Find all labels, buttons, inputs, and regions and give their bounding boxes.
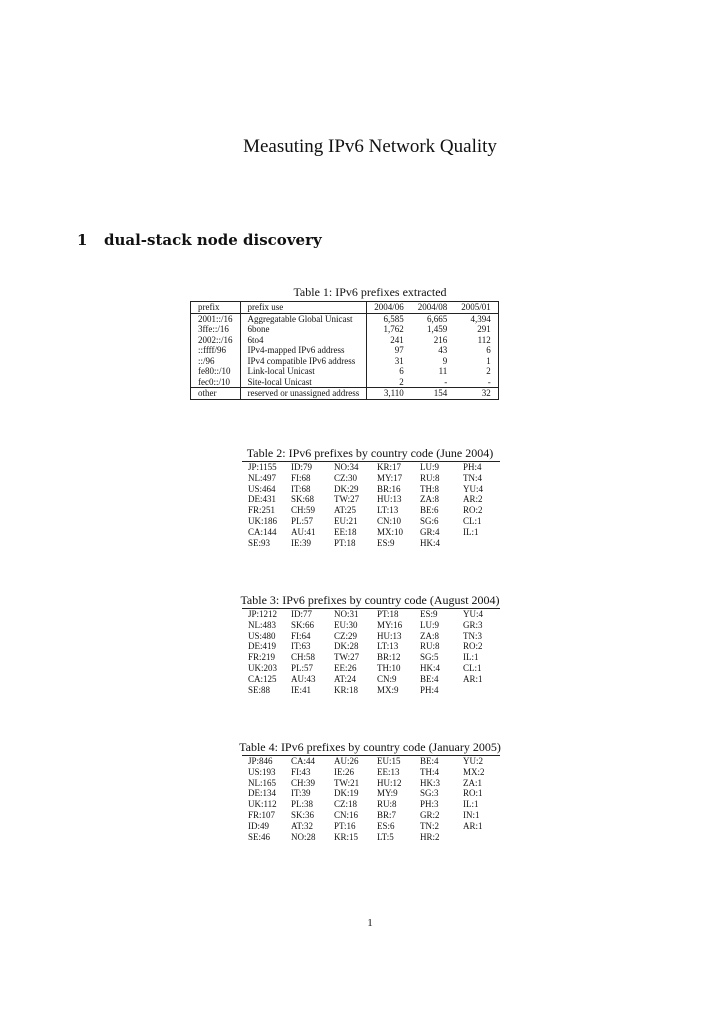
table-cell: GR:3: [463, 619, 483, 630]
table-cell: AR:1: [463, 673, 483, 684]
table-cell: IE:41: [291, 684, 311, 695]
table-cell: US:480: [248, 630, 276, 641]
table-cell: IE:39: [291, 537, 311, 548]
table-cell: Aggregatable Global Unicast: [240, 313, 367, 324]
table2: [242, 461, 500, 548]
table-cell: PL:57: [291, 515, 314, 526]
table-cell: US:193: [248, 766, 276, 777]
table-cell: AR:2: [463, 494, 483, 505]
table-row: [242, 609, 500, 620]
table-cell: IPv4-mapped IPv6 address: [240, 345, 367, 356]
table-cell: 2: [486, 366, 491, 376]
table-cell: ES:9: [420, 609, 438, 619]
table-cell: IT:39: [291, 788, 311, 799]
table-row: [242, 505, 500, 516]
table-cell: PL:57: [291, 662, 314, 673]
table-cell: RO:1: [463, 788, 483, 799]
table-cell: PT:16: [334, 820, 356, 831]
table-cell: 4,394: [470, 313, 491, 324]
table-cell: IL:1: [463, 526, 479, 537]
table-cell: CL:1: [463, 662, 482, 673]
table-cell: JP:1155: [248, 462, 277, 472]
table-cell: EE:26: [334, 662, 357, 673]
table-cell: TH:10: [377, 662, 401, 673]
table1-header: 2004/08: [411, 302, 455, 314]
table-row: [191, 388, 499, 400]
table-row: [191, 377, 499, 388]
table-cell: 6to4: [240, 335, 367, 346]
table-cell: 6: [399, 366, 404, 376]
table-cell: PH:4: [463, 462, 482, 472]
table-cell: YU:2: [463, 756, 483, 766]
table-cell: LT:5: [377, 831, 394, 842]
table1-header: 2005/01: [454, 302, 498, 314]
table-cell: SE:46: [248, 831, 271, 842]
table-cell: MX:10: [377, 526, 404, 537]
table-cell: ES:9: [377, 537, 395, 548]
table-cell: RU:8: [420, 641, 440, 652]
table-cell: DE:419: [248, 641, 276, 652]
table-row: [242, 484, 500, 495]
table-cell: 154: [411, 388, 455, 400]
table-cell: FI:43: [291, 766, 311, 777]
table-cell: ::ffff/96: [191, 345, 241, 356]
table-cell: -: [487, 376, 491, 387]
table-cell: JP:846: [248, 756, 273, 766]
table-cell: LT:13: [377, 505, 399, 516]
table-cell: HK:4: [420, 537, 440, 548]
table-row: [242, 473, 500, 484]
table-cell: HK:4: [420, 662, 440, 673]
table-cell: AU:26: [334, 756, 359, 766]
table-cell: DK:28: [334, 641, 359, 652]
table-cell: UK:203: [248, 662, 277, 673]
table-cell: SE:93: [248, 537, 271, 548]
table-cell: EE:18: [334, 526, 357, 537]
table-cell: PL:38: [291, 799, 314, 810]
table-cell: PT:18: [377, 609, 399, 619]
table-cell: HU:12: [377, 777, 402, 788]
table-cell: CZ:18: [334, 799, 358, 810]
table-cell: 6: [486, 345, 491, 355]
table-cell: TH:8: [420, 483, 439, 494]
table-cell: MY:17: [377, 472, 403, 483]
table-cell: GR:4: [420, 526, 440, 537]
section-number: 1: [77, 231, 88, 249]
table-cell: 97: [394, 345, 404, 355]
table-cell: 11: [438, 366, 448, 376]
table-cell: HU:13: [377, 630, 402, 641]
table-cell: SK:66: [291, 619, 315, 630]
table-cell: ID:79: [291, 462, 312, 472]
table-cell: ID:77: [291, 609, 312, 619]
table-cell: fec0::/10: [191, 377, 241, 388]
table-row: [242, 799, 500, 810]
table1-caption: Table 1: IPv6 prefixes extracted: [293, 285, 447, 299]
table-cell: NO:34: [334, 462, 359, 472]
table-cell: 241: [390, 334, 404, 345]
table-cell: 2001::/16: [191, 313, 241, 324]
table-cell: CH:39: [291, 777, 316, 788]
table-cell: ZA:1: [463, 777, 482, 788]
table-cell: TN:4: [463, 472, 482, 483]
table1-header-row: [191, 302, 499, 314]
table-cell: DK:29: [334, 483, 359, 494]
table-row: [242, 641, 500, 652]
table-cell: reserved or unassigned address: [240, 388, 367, 400]
table-cell: BR:7: [377, 809, 397, 820]
table1-header: prefix use: [240, 302, 367, 314]
table-cell: BE:6: [420, 505, 439, 516]
table-row: [242, 788, 500, 799]
table-cell: YU:4: [463, 609, 483, 619]
table-cell: AT:25: [334, 505, 357, 516]
table-row: [242, 516, 500, 527]
table-cell: CZ:30: [334, 472, 358, 483]
table-cell: [457, 832, 500, 843]
table-cell: 3ffe::/16: [191, 324, 241, 335]
table-cell: SG:6: [420, 515, 439, 526]
table-row: [242, 494, 500, 505]
table-cell: RO:2: [463, 641, 483, 652]
table-cell: PH:3: [420, 799, 439, 810]
table4: [242, 755, 500, 842]
table-cell: 6bone: [240, 324, 367, 335]
table-cell: NO:28: [291, 831, 316, 842]
table-row: [242, 756, 500, 767]
table-row: [242, 674, 500, 685]
table-row: [242, 462, 500, 473]
table-cell: FR:251: [248, 505, 276, 516]
table-cell: TW:27: [334, 652, 360, 663]
table-row: [191, 335, 499, 346]
table-cell: 2002::/16: [191, 335, 241, 346]
table-cell: TH:4: [420, 766, 439, 777]
table-cell: SG:3: [420, 788, 439, 799]
table-cell: 32: [454, 388, 498, 400]
table-cell: BE:4: [420, 673, 439, 684]
table-cell: SG:5: [420, 652, 439, 663]
table4-caption: Table 4: IPv6 prefixes by country code (January 2005): [239, 740, 501, 754]
table-cell: NO:31: [334, 609, 359, 619]
table-cell: MY:9: [377, 788, 398, 799]
table-row: [242, 685, 500, 696]
table-cell: FI:64: [291, 630, 311, 641]
table-cell: 6,665: [427, 313, 448, 324]
table-cell: FI:68: [291, 472, 311, 483]
table2-caption: Table 2: IPv6 prefixes by country code (June 2004): [246, 446, 494, 460]
table-row: [242, 620, 500, 631]
table-cell: -: [444, 376, 448, 387]
table-cell: MX:9: [377, 684, 399, 695]
table-row: [191, 366, 499, 377]
table-cell: SK:68: [291, 494, 315, 505]
table-cell: AU:41: [291, 526, 316, 537]
table-cell: CL:1: [463, 515, 482, 526]
table-row: [242, 832, 500, 843]
table-row: [242, 778, 500, 789]
table-cell: GR:2: [420, 809, 440, 820]
table-cell: CN:10: [377, 515, 402, 526]
table-cell: DK:19: [334, 788, 359, 799]
table-row: [242, 821, 500, 832]
table-cell: 1,762: [383, 324, 404, 334]
table3-caption: Table 3: IPv6 prefixes by country code (August 2004): [240, 593, 500, 607]
table-cell: AR:1: [463, 820, 483, 831]
table-cell: NL:165: [248, 777, 276, 788]
table-cell: EU:21: [334, 515, 358, 526]
table-cell: IPv4 compatible IPv6 address: [240, 356, 367, 367]
table-cell: IT:68: [291, 483, 311, 494]
table-cell: HK:3: [420, 777, 440, 788]
table-cell: 31: [394, 355, 404, 366]
table-cell: IT:63: [291, 641, 311, 652]
table-cell: 112: [477, 334, 491, 345]
table-cell: IL:1: [463, 799, 479, 810]
table-cell: RU:8: [377, 799, 397, 810]
table-cell: UK:186: [248, 515, 277, 526]
table-cell: NL:497: [248, 472, 276, 483]
table-cell: [457, 538, 500, 549]
table-row: [242, 663, 500, 674]
section-heading: [77, 231, 322, 249]
table-cell: TN:2: [420, 820, 439, 831]
table-cell: PT:18: [334, 537, 356, 548]
table1-header: prefix: [191, 302, 241, 314]
table-cell: US:464: [248, 483, 276, 494]
table-cell: 9: [442, 355, 448, 366]
table-cell: 291: [477, 324, 491, 334]
table-row: [242, 538, 500, 549]
table-cell: PH:4: [420, 684, 439, 695]
table-cell: BR:16: [377, 483, 401, 494]
table-cell: CA:144: [248, 526, 277, 537]
table-cell: AU:43: [291, 673, 316, 684]
table-cell: HU:13: [377, 494, 402, 505]
table-cell: FR:107: [248, 809, 276, 820]
table-cell: 216: [433, 334, 448, 345]
table-row: [242, 767, 500, 778]
table-cell: TW:21: [334, 777, 360, 788]
table-cell: [457, 685, 500, 696]
table1: [190, 301, 499, 400]
table-cell: RU:8: [420, 472, 440, 483]
table-cell: JP:1212: [248, 609, 278, 619]
table-row: [242, 652, 500, 663]
table-row: [191, 356, 499, 367]
table-cell: Site-local Unicast: [240, 377, 367, 388]
table-cell: LU:9: [420, 619, 439, 630]
table-cell: LT:13: [377, 641, 399, 652]
table-row: [191, 324, 499, 335]
table-row: [242, 810, 500, 821]
table-cell: 3,110: [367, 388, 411, 400]
table-cell: ZA:8: [420, 494, 439, 505]
table-row: [191, 313, 499, 324]
table-cell: 1,459: [427, 324, 448, 334]
table-cell: Link-local Unicast: [240, 366, 367, 377]
table-cell: KR:18: [334, 684, 359, 695]
table-cell: fe80::/10: [191, 366, 241, 377]
table-cell: CA:125: [248, 673, 277, 684]
paper-title: Measuting IPv6 Network Quality: [243, 136, 497, 157]
table-cell: 2: [399, 376, 404, 387]
table-cell: CN:9: [377, 673, 397, 684]
table-cell: ::/96: [191, 356, 241, 367]
table3: [242, 608, 500, 695]
table-row: [242, 527, 500, 538]
table-cell: UK:112: [248, 799, 277, 810]
table-cell: CH:58: [291, 652, 316, 663]
table-cell: NL:483: [248, 619, 276, 630]
table-cell: SE:88: [248, 684, 271, 695]
table-cell: DE:134: [248, 788, 276, 799]
table-cell: DE:431: [248, 494, 276, 505]
table-cell: CH:59: [291, 505, 316, 516]
table1-header: 2004/06: [367, 302, 411, 314]
table-cell: KR:17: [377, 462, 402, 472]
table-cell: 43: [438, 345, 448, 355]
table-cell: CA:44: [291, 756, 316, 766]
table-cell: IE:26: [334, 766, 354, 777]
table-cell: HR:2: [420, 831, 440, 842]
table-cell: TW:27: [334, 494, 360, 505]
table-cell: other: [191, 388, 241, 400]
table-cell: FR:219: [248, 652, 276, 663]
table-cell: IL:1: [463, 652, 479, 663]
table-cell: CZ:29: [334, 630, 358, 641]
table-cell: LU:9: [420, 462, 439, 472]
table-cell: 6,585: [383, 313, 404, 324]
page-number: 1: [367, 917, 373, 929]
table-row: [242, 631, 500, 642]
table-cell: YU:4: [463, 483, 483, 494]
table-cell: KR:15: [334, 831, 359, 842]
table-cell: ES:6: [377, 820, 395, 831]
table-cell: RO:2: [463, 505, 483, 516]
table-cell: BE:4: [420, 756, 439, 766]
table-cell: AT:32: [291, 820, 314, 831]
section-title: dual-stack node discovery: [104, 231, 322, 249]
table-cell: TN:3: [463, 630, 482, 641]
table-cell: EE:13: [377, 766, 400, 777]
table-cell: EU:30: [334, 619, 358, 630]
table-cell: EU:15: [377, 756, 401, 766]
table-cell: CN:16: [334, 809, 359, 820]
table-cell: ZA:8: [420, 630, 439, 641]
table-cell: AT:24: [334, 673, 357, 684]
table-row: [191, 345, 499, 356]
table-cell: IN:1: [463, 809, 480, 820]
table-cell: BR:12: [377, 652, 401, 663]
table-cell: MX:2: [463, 766, 485, 777]
table-cell: ID:49: [248, 820, 269, 831]
table-cell: MY:16: [377, 619, 403, 630]
table-cell: SK:36: [291, 809, 315, 820]
table-cell: 1: [486, 355, 491, 366]
